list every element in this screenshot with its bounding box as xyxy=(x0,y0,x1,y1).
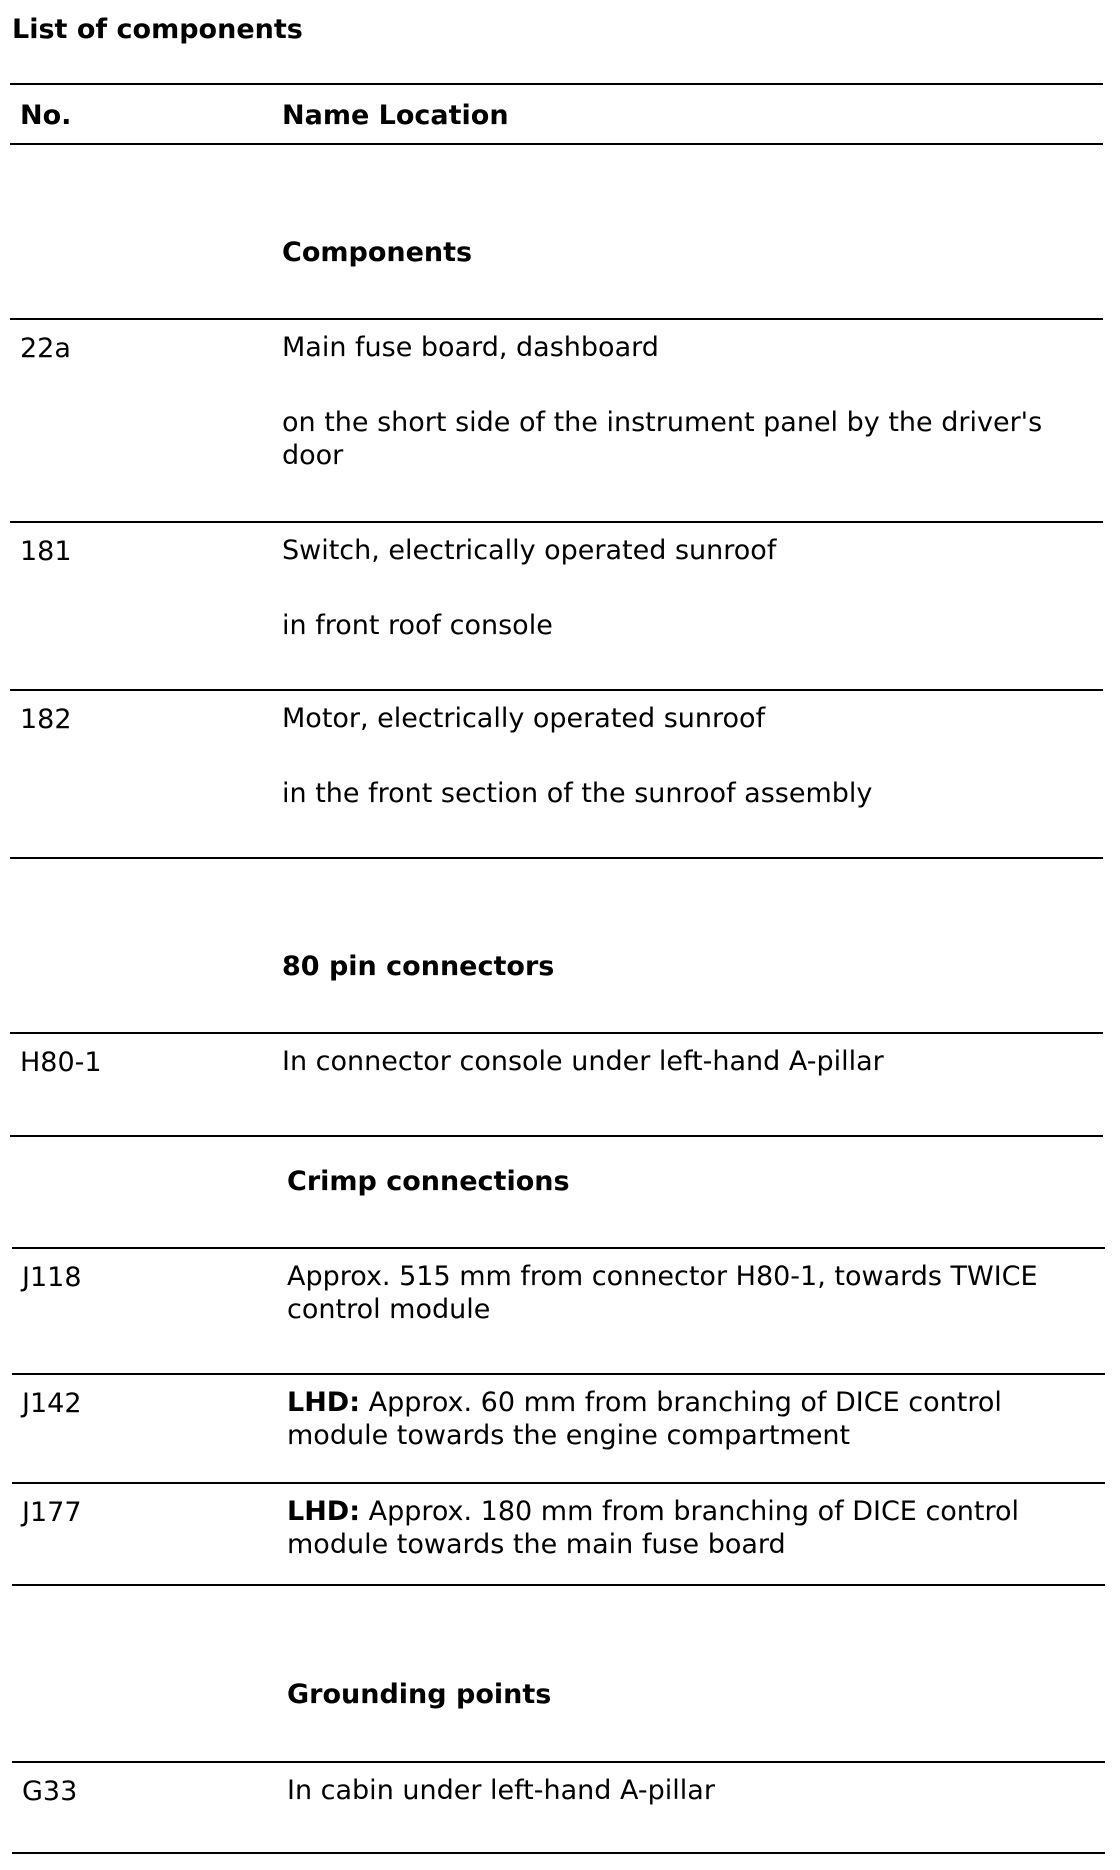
section-heading-components: Components xyxy=(282,237,473,268)
column-header-no: No. xyxy=(20,100,72,131)
page-title: List of components xyxy=(12,14,303,45)
row-number: J142 xyxy=(22,1388,82,1419)
row-separator xyxy=(12,1761,1105,1763)
row-number: J177 xyxy=(22,1497,82,1528)
row-number: J118 xyxy=(22,1262,82,1293)
row-separator xyxy=(10,1135,1103,1137)
row-separator xyxy=(10,521,1103,523)
row-location-text: Approx. 60 mm from branching of DICE control module towards the engine compartment xyxy=(287,1387,1002,1451)
row-location: on the short side of the instrument panel by the driver's door xyxy=(282,407,1043,471)
row-separator xyxy=(12,1482,1105,1484)
row-location: in front roof console xyxy=(282,610,553,641)
row-location: in the front section of the sunroof assembly xyxy=(282,778,873,809)
row-number: H80-1 xyxy=(20,1047,102,1078)
section-heading-crimp-connections: Crimp connections xyxy=(287,1166,570,1197)
section-heading-80-pin-connectors: 80 pin connectors xyxy=(282,951,555,982)
lhd-label: LHD: xyxy=(287,1387,361,1418)
row-separator xyxy=(12,1373,1105,1375)
row-name: Motor, electrically operated sunroof xyxy=(282,703,766,734)
row-number: 22a xyxy=(20,333,71,364)
row-separator xyxy=(10,857,1103,859)
row-number: G33 xyxy=(22,1776,78,1807)
row-location xyxy=(287,1495,1097,1561)
row-name: Switch, electrically operated sunroof xyxy=(282,535,777,566)
row-separator xyxy=(10,689,1103,691)
row-location-text: Approx. 180 mm from branching of DICE control module towards the main fuse board xyxy=(287,1496,1020,1560)
row-location: Approx. 515 mm from connector H80-1, towards TWICE control module xyxy=(287,1261,1038,1325)
column-header-name-location: Name Location xyxy=(282,100,509,131)
row-name: Main fuse board, dashboard xyxy=(282,332,659,363)
row-location xyxy=(287,1386,1097,1452)
header-top-rule xyxy=(10,83,1103,85)
row-separator xyxy=(12,1852,1105,1854)
row-location: In cabin under left-hand A-pillar xyxy=(287,1775,715,1806)
row-separator xyxy=(12,1584,1105,1586)
row-separator xyxy=(12,1247,1105,1249)
row-location: In connector console under left-hand A-pillar xyxy=(282,1046,884,1077)
row-separator xyxy=(10,1032,1103,1034)
lhd-label: LHD: xyxy=(287,1496,361,1527)
row-separator xyxy=(10,318,1103,320)
row-number: 181 xyxy=(20,536,72,567)
row-number: 182 xyxy=(20,704,72,735)
header-bottom-rule xyxy=(10,143,1103,145)
section-heading-grounding-points: Grounding points xyxy=(287,1679,552,1710)
